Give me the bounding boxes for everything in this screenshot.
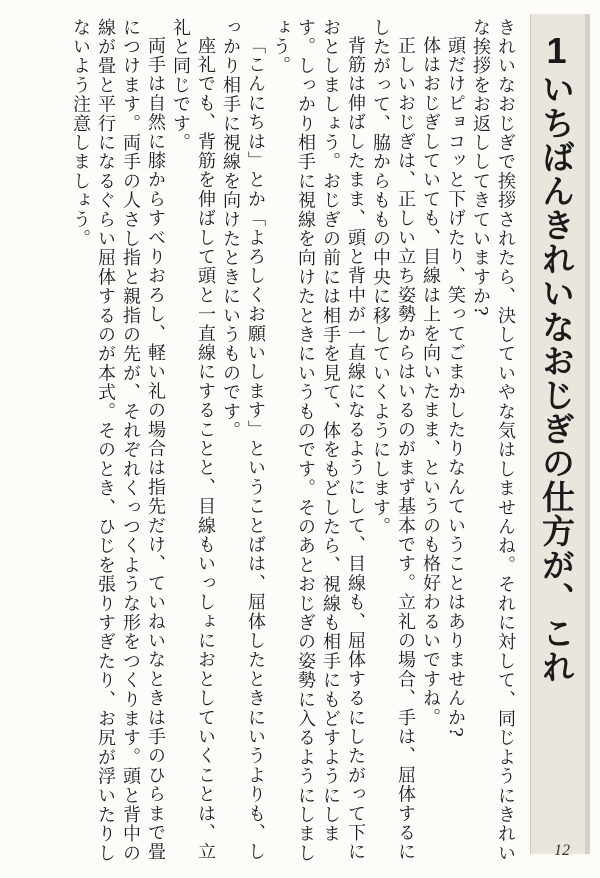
paragraph: 両手は自然に膝からすべりおろし、軽い礼の場合は指先だけ、ていねいなときは手のひらまで畳につけます。両手の人さし指と親指の先が、それぞれくっつくような形をつくります。頭と背中の線が畳と平行になるぐらい屈体するのが本式。そのとき、ひじを張りすぎたり、お尻が浮いたりしないよう注意しましょう。 bbox=[70, 18, 166, 863]
chapter-heading: いちばんきれいなおじぎの仕方が、これ bbox=[537, 72, 576, 684]
paragraph: 正しいおじぎは、正しい立ち姿勢からはいるのがまず基本です。立礼の場合、手は、屈体するにしたがって、脇からももの中央に移していくようにします。 bbox=[370, 18, 416, 862]
chapter-number: 1 bbox=[536, 30, 577, 72]
body-text bbox=[10, 18, 518, 863]
paragraph: 体はおじぎしていても、目線は上を向いたまま、というのも格好わるいですね。 bbox=[420, 36, 441, 728]
chapter-title bbox=[536, 30, 576, 684]
title-band-edge bbox=[585, 14, 589, 854]
page-number: 12 bbox=[554, 842, 570, 859]
paragraph: 座礼でも、背筋を伸ばして頭と一直線にすることと、目線もいっしょにおとしていくことは、立礼と同じです。 bbox=[170, 18, 216, 862]
paragraph: 頭だけピョコッと下げたり、笑ってごまかしたりなんていうことはありませんか? bbox=[445, 36, 466, 739]
paragraph: 背筋は伸ばしたまま、頭と背中が一直線になるようにして、目線も、屈体するにしたがって下におとしましょう。おじぎの前には相手を見て、体をもどしたら、視線も相手にもどすようにします。しっかり相手に視線を向けたときにいうものです。そのあとおじぎの姿勢に入るようにしましょう。 bbox=[270, 18, 366, 863]
paragraph: 「こんにちは」とか「よろしくお願いします」ということばは、屈体したときにいうよりも、しっかり相手に視線を向けたときにいうものです。 bbox=[220, 18, 266, 862]
paragraph: きれいなおじぎで挨拶されたら、決していやな気はしませんね。それに対して、同じようにきれいな挨拶をお返ししてきていますか? bbox=[470, 18, 516, 863]
